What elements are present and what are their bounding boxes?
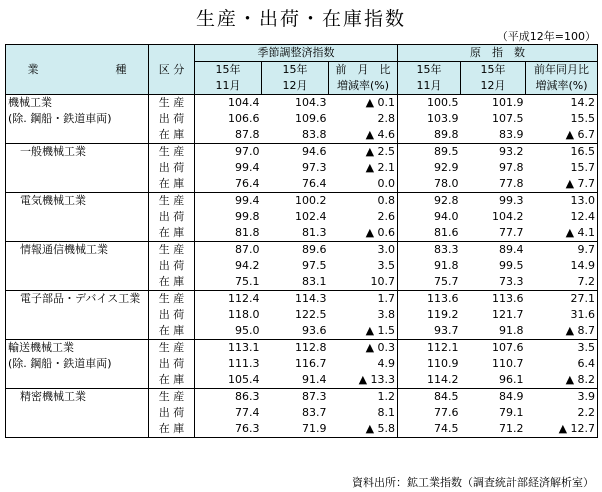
industry-name: 一般機械工業 <box>6 144 149 161</box>
value-cell: 2.2 <box>526 405 598 421</box>
industry-name: 輸送機械工業 <box>6 340 149 357</box>
value-cell: 94.0 <box>398 209 461 225</box>
table-row <box>6 372 598 389</box>
industry-blank <box>6 127 149 144</box>
source-note: 資料出所：鉱工業指数（調査統計部経済解析室） <box>352 476 594 489</box>
value-cell: ▲ 7.7 <box>526 176 598 193</box>
category-cell: 出 荷 <box>149 160 195 176</box>
value-cell: 6.4 <box>526 356 598 372</box>
value-cell: ▲ 2.1 <box>365 161 396 174</box>
value-cell: 95.0 <box>195 323 262 340</box>
table-row <box>6 225 598 242</box>
industry-name: 情報通信機械工業 <box>6 242 149 259</box>
header-col1-month: 11月 <box>195 78 262 95</box>
category-cell: 出 荷 <box>149 405 195 421</box>
category-cell: 生 産 <box>149 340 195 357</box>
value-cell: 93.7 <box>398 323 461 340</box>
page-title: 生産・出荷・在庫指数 <box>195 8 406 30</box>
value-cell: 107.6 <box>461 340 526 357</box>
value-cell: 103.9 <box>398 111 461 127</box>
value-cell: 9.7 <box>526 242 598 259</box>
value-cell: 112.8 <box>262 340 329 357</box>
industry-subname: (除. 鋼船・鉄道車両) <box>6 111 149 127</box>
value-cell: 91.8 <box>398 258 461 274</box>
value-cell: 83.1 <box>302 275 327 288</box>
value-cell: 77.4 <box>195 405 262 421</box>
table-row <box>6 160 598 176</box>
value-cell: 71.2 <box>461 421 526 438</box>
value-cell: 27.1 <box>526 291 598 308</box>
value-cell: 89.5 <box>398 144 461 161</box>
category-cell: 生 産 <box>149 95 195 112</box>
industry-blank <box>6 160 149 176</box>
value-cell: ▲ 13.3 <box>358 373 396 386</box>
header-col6-bottom: 増減率(%) <box>526 78 598 95</box>
value-cell: 99.3 <box>461 193 526 210</box>
industry-blank <box>6 225 149 242</box>
value-cell: 75.1 <box>195 274 262 291</box>
value-cell: ▲ 1.5 <box>365 324 396 337</box>
table-row <box>6 144 598 161</box>
value-cell: 110.7 <box>492 357 524 370</box>
category-cell: 生 産 <box>149 291 195 308</box>
table-row <box>6 421 598 438</box>
value-cell: 13.0 <box>526 193 598 210</box>
category-cell: 生 産 <box>149 242 195 259</box>
table-row <box>6 209 598 225</box>
industry-blank <box>6 274 149 291</box>
value-cell: ▲ 8.2 <box>526 372 598 389</box>
table-row <box>6 307 598 323</box>
value-cell: 113.6 <box>398 291 461 308</box>
value-cell: ▲ 5.8 <box>329 421 398 438</box>
value-cell: 71.9 <box>262 421 329 438</box>
value-cell: 93.6 <box>302 324 327 337</box>
index-table <box>5 44 598 438</box>
value-cell: 84.9 <box>461 389 526 406</box>
header-industry: 業 種 <box>6 45 149 95</box>
value-cell: 0.8 <box>329 193 398 210</box>
value-cell: 121.7 <box>492 308 524 321</box>
value-cell: 14.2 <box>526 95 598 112</box>
category-cell: 出 荷 <box>149 111 195 127</box>
value-cell: 16.5 <box>526 144 598 161</box>
value-cell: 76.3 <box>195 421 262 438</box>
value-cell: ▲ 8.7 <box>526 323 598 340</box>
industry-name: 電子部品・デバイス工業 <box>6 291 149 308</box>
industry-name: 機械工業 <box>6 95 149 112</box>
value-cell: 10.7 <box>370 275 396 288</box>
value-cell: 104.4 <box>195 95 262 112</box>
value-cell: ▲ 6.7 <box>526 127 598 144</box>
table-body <box>6 95 598 438</box>
value-cell: 89.6 <box>262 242 329 259</box>
value-cell: 97.5 <box>302 259 327 272</box>
category-cell: 出 荷 <box>149 209 195 225</box>
value-cell: 92.8 <box>398 193 461 210</box>
value-cell: 97.3 <box>302 161 327 174</box>
value-cell: 79.1 <box>499 406 524 419</box>
value-cell: 2.6 <box>377 210 396 223</box>
table-row <box>6 242 598 259</box>
value-cell: 81.8 <box>195 225 262 242</box>
category-cell: 在 庫 <box>149 225 195 242</box>
value-cell: 2.8 <box>377 112 396 125</box>
value-cell: 99.5 <box>499 259 524 272</box>
base-year-note: （平成12年=100） <box>496 30 596 43</box>
value-cell: 93.2 <box>461 144 526 161</box>
table-row <box>6 274 598 291</box>
value-cell: 83.9 <box>499 128 524 141</box>
value-cell: 12.4 <box>526 209 598 225</box>
industry-blank <box>6 323 149 340</box>
value-cell: 91.4 <box>302 373 327 386</box>
value-cell: 94.6 <box>262 144 329 161</box>
value-cell: 76.4 <box>302 177 327 190</box>
value-cell: 99.4 <box>195 193 262 210</box>
category-cell: 在 庫 <box>149 421 195 438</box>
industry-blank <box>6 176 149 193</box>
value-cell: 15.5 <box>526 111 598 127</box>
value-cell: 0.0 <box>377 177 396 190</box>
value-cell: 84.5 <box>398 389 461 406</box>
value-cell: 87.0 <box>195 242 262 259</box>
value-cell: 99.4 <box>195 160 262 176</box>
value-cell: 97.8 <box>499 161 524 174</box>
header-col1-year: 15年 <box>195 62 262 79</box>
value-cell: ▲ 4.6 <box>365 128 396 141</box>
value-cell: 83.8 <box>302 128 327 141</box>
header-col3-top: 前 月 比 <box>329 62 398 79</box>
value-cell: 116.7 <box>295 357 327 370</box>
value-cell: 15.7 <box>526 160 598 176</box>
value-cell: ▲ 12.7 <box>526 421 598 438</box>
value-cell: 3.5 <box>526 340 598 357</box>
category-cell: 在 庫 <box>149 323 195 340</box>
category-cell: 生 産 <box>149 193 195 210</box>
value-cell: 75.7 <box>398 274 461 291</box>
value-cell: 99.8 <box>195 209 262 225</box>
value-cell: 8.1 <box>377 406 396 419</box>
value-cell: ▲ 0.3 <box>329 340 398 357</box>
value-cell: 3.5 <box>377 259 396 272</box>
header-col2-month: 12月 <box>262 78 329 95</box>
table-row <box>6 291 598 308</box>
category-cell: 生 産 <box>149 389 195 406</box>
category-cell: 生 産 <box>149 144 195 161</box>
value-cell: 3.9 <box>526 389 598 406</box>
value-cell: 109.6 <box>295 112 327 125</box>
value-cell: 4.9 <box>377 357 396 370</box>
table-row <box>6 111 598 127</box>
category-cell: 在 庫 <box>149 274 195 291</box>
header-seasonal: 季節調整済指数 <box>195 45 398 62</box>
value-cell: 119.2 <box>398 307 461 323</box>
table-row <box>6 95 598 112</box>
industry-blank <box>6 209 149 225</box>
value-cell: 110.9 <box>398 356 461 372</box>
value-cell: 77.6 <box>398 405 461 421</box>
table-row <box>6 193 598 210</box>
value-cell: 83.7 <box>302 406 327 419</box>
header-col6-top: 前年同月比 <box>526 62 598 79</box>
value-cell: 87.8 <box>195 127 262 144</box>
header-col2-year: 15年 <box>262 62 329 79</box>
value-cell: ▲ 2.5 <box>329 144 398 161</box>
value-cell: 112.4 <box>195 291 262 308</box>
value-cell: 1.7 <box>329 291 398 308</box>
table-row <box>6 405 598 421</box>
value-cell: 106.6 <box>195 111 262 127</box>
category-cell: 在 庫 <box>149 372 195 389</box>
table-row <box>6 258 598 274</box>
category-cell: 出 荷 <box>149 258 195 274</box>
value-cell: 89.4 <box>461 242 526 259</box>
value-cell: 92.9 <box>398 160 461 176</box>
value-cell: 78.0 <box>398 176 461 193</box>
category-cell: 在 庫 <box>149 127 195 144</box>
value-cell: 101.9 <box>461 95 526 112</box>
value-cell: 89.8 <box>398 127 461 144</box>
industry-subname: (除. 鋼船・鉄道車両) <box>6 356 149 372</box>
industry-name: 電気機械工業 <box>6 193 149 210</box>
value-cell: 114.3 <box>262 291 329 308</box>
value-cell: 112.1 <box>398 340 461 357</box>
table-row <box>6 340 598 357</box>
value-cell: 113.6 <box>461 291 526 308</box>
header-col4-year: 15年 <box>398 62 461 79</box>
value-cell: 3.0 <box>329 242 398 259</box>
value-cell: 97.0 <box>195 144 262 161</box>
value-cell: 76.4 <box>195 176 262 193</box>
value-cell: 83.3 <box>398 242 461 259</box>
value-cell: 114.2 <box>398 372 461 389</box>
category-cell: 在 庫 <box>149 176 195 193</box>
header-category: 区 分 <box>149 45 195 95</box>
industry-blank <box>6 307 149 323</box>
value-cell: 7.2 <box>526 274 598 291</box>
table-row <box>6 127 598 144</box>
value-cell: 81.6 <box>398 225 461 242</box>
table-row <box>6 323 598 340</box>
value-cell: 77.7 <box>499 226 524 239</box>
value-cell: 77.8 <box>499 177 524 190</box>
value-cell: ▲ 0.6 <box>365 226 396 239</box>
value-cell: ▲ 4.1 <box>526 225 598 242</box>
header-original: 原 指 数 <box>398 45 598 62</box>
value-cell: 14.9 <box>526 258 598 274</box>
header-col5-year: 15年 <box>461 62 526 79</box>
header-col4-month: 11月 <box>398 78 461 95</box>
industry-blank <box>6 405 149 421</box>
value-cell: 73.3 <box>499 275 524 288</box>
category-cell: 出 荷 <box>149 307 195 323</box>
category-cell: 出 荷 <box>149 356 195 372</box>
industry-blank <box>6 258 149 274</box>
table-row <box>6 176 598 193</box>
value-cell: 74.5 <box>398 421 461 438</box>
value-cell: 118.0 <box>195 307 262 323</box>
value-cell: ▲ 0.1 <box>329 95 398 112</box>
industry-name: 精密機械工業 <box>6 389 149 406</box>
value-cell: 104.2 <box>492 210 524 223</box>
value-cell: 86.3 <box>195 389 262 406</box>
value-cell: 3.8 <box>377 308 396 321</box>
value-cell: 94.2 <box>195 258 262 274</box>
header-col5-month: 12月 <box>461 78 526 95</box>
value-cell: 113.1 <box>195 340 262 357</box>
value-cell: 107.5 <box>492 112 524 125</box>
value-cell: 91.8 <box>499 324 524 337</box>
value-cell: 111.3 <box>195 356 262 372</box>
value-cell: 87.3 <box>262 389 329 406</box>
industry-blank <box>6 372 149 389</box>
value-cell: 105.4 <box>195 372 262 389</box>
value-cell: 81.3 <box>302 226 327 239</box>
value-cell: 100.2 <box>262 193 329 210</box>
value-cell: 100.5 <box>398 95 461 112</box>
value-cell: 31.6 <box>526 307 598 323</box>
value-cell: 1.2 <box>329 389 398 406</box>
header-col3-bottom: 増減率(%) <box>329 78 398 95</box>
value-cell: 122.5 <box>295 308 327 321</box>
industry-blank <box>6 421 149 438</box>
value-cell: 104.3 <box>262 95 329 112</box>
value-cell: 96.1 <box>499 373 524 386</box>
table-row <box>6 356 598 372</box>
table-row <box>6 389 598 406</box>
value-cell: 102.4 <box>295 210 327 223</box>
